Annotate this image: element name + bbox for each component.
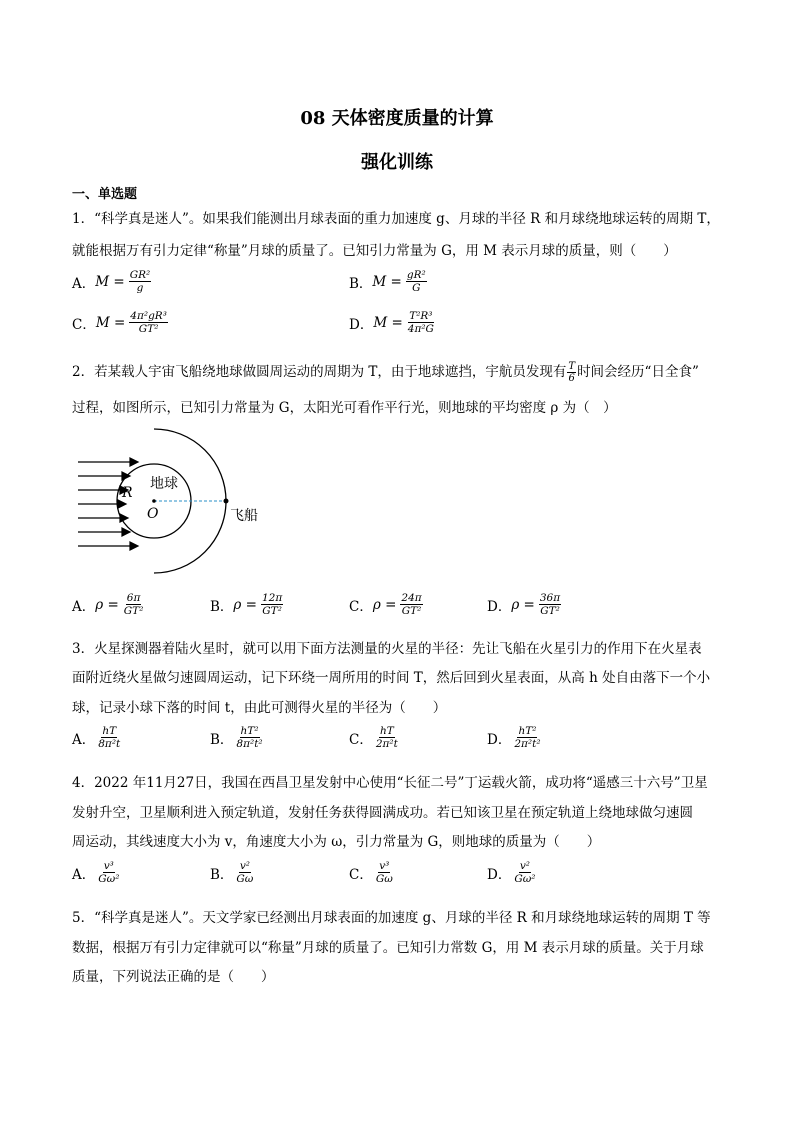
option-fraction: $\frac{hT}{\text{2π²t}}$ bbox=[375, 725, 398, 750]
q4-option-c[interactable] bbox=[349, 860, 396, 885]
option-label: D． bbox=[487, 731, 512, 748]
q4-option-b[interactable] bbox=[210, 860, 256, 885]
option-lhs: ρ = bbox=[372, 596, 397, 613]
q4-option-d[interactable] bbox=[487, 860, 539, 885]
q3-option-a[interactable] bbox=[72, 725, 123, 750]
option-lhs: ρ = bbox=[95, 596, 119, 613]
option-fraction: $\frac{\text{hT²}}{\text{8π²t²}}$ bbox=[236, 725, 263, 750]
q5-text-line1: 5．“科学真是迷人”。天文学家已经测出月球表面的加速度 g、月球的半径 R 和月球绕地球运转的周期 T 等 bbox=[72, 910, 711, 926]
q4-text-line2: 发射升空，卫星顺利进入预定轨道，发射任务获得圆满成功。若已知该卫星在预定轨道上绕地球做匀速圆 bbox=[72, 805, 693, 821]
q2-option-d[interactable] bbox=[487, 592, 563, 617]
option-label: B． bbox=[210, 731, 234, 748]
option-label: B． bbox=[349, 275, 373, 292]
q1-text-line2: 就能根据万有引力定律“称量”月球的质量了。已知引力常量为 G，用 M 表示月球的质量，则（ ） bbox=[72, 243, 677, 259]
q3-text-line3: 球，记录小球下落的时间 t，由此可测得火星的半径为（ ） bbox=[72, 700, 447, 716]
period-fraction: $\frac{T}{6}$ bbox=[568, 361, 576, 384]
option-lhs: M = bbox=[95, 273, 125, 290]
center-label: O bbox=[147, 506, 159, 522]
option-label: B． bbox=[210, 598, 234, 615]
option-label: A． bbox=[72, 275, 96, 292]
section-heading: 一、单选题 bbox=[72, 187, 138, 202]
option-label: A． bbox=[72, 866, 96, 883]
option-fraction: $\frac{6\pi}{\text{GT²}}$ bbox=[123, 592, 144, 617]
option-fraction: $\frac{36\pi}{\text{GT²}}$ bbox=[539, 592, 561, 617]
q5-text-line3: 质量，下列说法正确的是（ ） bbox=[72, 969, 275, 985]
option-fraction: $\frac{\text{T²R³}}{\text{4π²G}}$ bbox=[407, 310, 434, 335]
option-fraction: $\frac{\text{hT²}}{\text{2π²t²}}$ bbox=[514, 725, 541, 750]
q1-option-b[interactable] bbox=[349, 269, 429, 294]
earth-label: 地球 bbox=[150, 476, 178, 492]
option-fraction: $\frac{hT}{\text{8π²t}}$ bbox=[98, 725, 121, 750]
option-lhs: ρ = bbox=[511, 596, 535, 613]
option-label: C． bbox=[349, 866, 373, 883]
spaceship-point bbox=[224, 499, 229, 504]
q5-text-line2: 数据，根据万有引力定律就可以“称量”月球的质量了。已知引力常数 G，用 M 表示月球的质量。关于月球 bbox=[72, 940, 704, 956]
option-label: D． bbox=[487, 598, 512, 615]
q3-option-d[interactable] bbox=[487, 725, 544, 750]
q1-option-d[interactable] bbox=[349, 310, 437, 335]
option-fraction: $\frac{\text{v³}}{G\omega}$ bbox=[375, 860, 393, 885]
center-point bbox=[152, 499, 156, 503]
q2-option-c[interactable] bbox=[349, 592, 425, 617]
q3-option-c[interactable] bbox=[349, 725, 401, 750]
q3-text-line1: 3．火星探测器着陆火星时，就可以用下面方法测量的火星的半径：先让飞船在火星引力的作用下在火星表 bbox=[72, 641, 702, 657]
page-subtitle: 强化训练 bbox=[361, 152, 433, 173]
option-fraction: $\frac{\text{GR²}}{g}$ bbox=[129, 269, 151, 294]
option-fraction: $\frac{\text{v²}}{\text{Gω²}}$ bbox=[514, 860, 536, 885]
option-fraction: $\frac{\text{v³}}{\text{Gω²}}$ bbox=[98, 860, 120, 885]
q3-text-line2: 面附近绕火星做匀速圆周运动，记下环绕一周所用的时间 T，然后回到火星表面，从高 h 处自由落下一个小 bbox=[72, 670, 711, 686]
option-label: A． bbox=[72, 598, 96, 615]
option-fraction: $\frac{\text{v²}}{G\omega}$ bbox=[236, 860, 254, 885]
spaceship-label: 飞船 bbox=[230, 508, 258, 524]
q2-text-line1: 2．若某载人宇宙飞船绕地球做圆周运动的周期为 T，由于地球遮挡，宇航员发现有 $\frac{T}{6}$ 时间会经历“日全食” bbox=[72, 361, 699, 384]
option-label: A． bbox=[72, 731, 96, 748]
option-label: C． bbox=[72, 316, 96, 333]
radius-label: R bbox=[122, 485, 133, 501]
option-lhs: ρ = bbox=[233, 596, 257, 613]
q1-text-line1: 1．“科学真是迷人”。如果我们能测出月球表面的重力加速度 g、月球的半径 R 和月球绕地球运转的周期 T， bbox=[72, 211, 720, 227]
page-title: 08 天体密度质量的计算 bbox=[300, 108, 494, 129]
sunlight-arrows bbox=[78, 458, 138, 550]
option-fraction: $\frac{24\pi}{\text{GT²}}$ bbox=[401, 592, 422, 617]
option-lhs: M = bbox=[95, 314, 126, 331]
option-fraction: $\frac{\text{gR²}}{G}$ bbox=[406, 269, 426, 294]
option-label: C． bbox=[349, 731, 373, 748]
option-label: C． bbox=[349, 598, 373, 615]
q1-option-a[interactable] bbox=[72, 269, 153, 294]
q4-text-line3: 周运动，其线速度大小为 v，角速度大小为 ω，引力常量为 G，则地球的质量为（ ） bbox=[72, 834, 601, 850]
eclipse-figure bbox=[70, 420, 270, 580]
option-label: D． bbox=[487, 866, 512, 883]
q3-option-b[interactable] bbox=[210, 725, 266, 750]
option-fraction: $\frac{\text{4π²gR³}}{\text{GT²}}$ bbox=[130, 310, 167, 335]
option-label: D． bbox=[349, 316, 374, 333]
q2-text-line2: 过程，如图所示，已知引力常量为 G，太阳光可看作平行光，则地球的平均密度 ρ 为（ ） bbox=[72, 400, 617, 416]
q1-option-c[interactable] bbox=[72, 310, 170, 335]
q4-option-a[interactable] bbox=[72, 860, 122, 885]
q2-option-b[interactable] bbox=[210, 592, 285, 617]
q2-option-a[interactable] bbox=[72, 592, 146, 617]
option-lhs: M = bbox=[373, 314, 403, 331]
q4-text-line1: 4．2022 年11月27日，我国在西昌卫星发射中心使用“长征二号”丁运载火箭，成功将“遥感三十六号”卫星 bbox=[72, 775, 708, 791]
option-lhs: M = bbox=[372, 273, 402, 290]
option-label: B． bbox=[210, 866, 234, 883]
option-fraction: $\frac{12\pi}{\text{GT²}}$ bbox=[261, 592, 283, 617]
